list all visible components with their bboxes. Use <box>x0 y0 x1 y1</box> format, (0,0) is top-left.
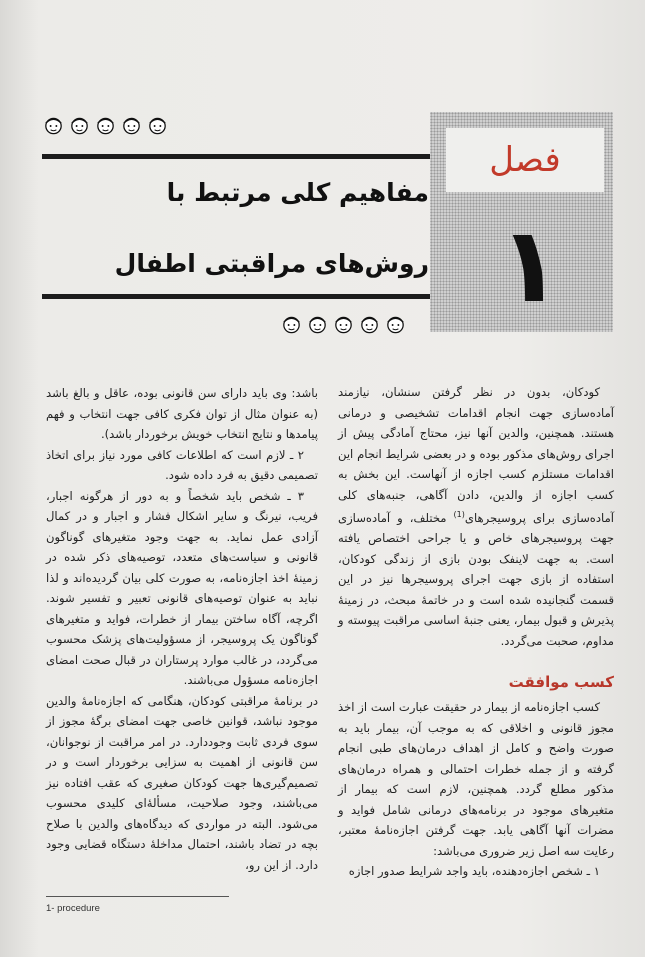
intro-text-cont: مختلف، و آماده‌سازی جهت پروسیجرهای خاص و یا جراحی اختصاص یافته است. به جهت لاینفک بودن بازی از زندگی کودکان، استفاده از بازی جهت اجرای پروسیجرها نیز در این قسمت گنجانیده شده است و در خاتمهٔ مبحث، در زمینهٔ پذیرش و قبول بیمار، یعنی جنبهٔ اساسی مراقبت پیوسته و مداوم، صحبت می‌گردد. <box>338 510 614 648</box>
chapter-title-line1: مفاهیم کلی مرتبط با <box>166 178 429 207</box>
children-illustration-top <box>42 114 169 140</box>
section-body: کسب اجازه‌نامه از بیمار در حقیقت عبارت است از اخذ مجوز قانونی و اخلاقی که به موجب آن، بیمار باید به صورت واضح و کامل از اهداف درمان‌های طبی انجام گرفته و از جمله خطرات احتمالی و همراه درمان‌های مذکور مطلع گردد. همچنین، لازم است که بیمار از متغیرهای موجود در برنامه‌های درمانی شامل فواید و مضرات آنها آگاهی یابد. جهت گرفتن اجازه‌نامهٔ معتبر، رعایت سه اصل زیر ضروری می‌باشد: <box>338 700 614 858</box>
chapter-number: ۱ <box>498 204 562 326</box>
title-rule-top <box>42 154 430 159</box>
list-item-3: ۳ ـ شخص باید شخصاً و به دور از هرگونه اجبار، فریب، نیرنگ و سایر اشکال فشار و اجبار و در کمال آزادی عمل نماید. به جهت وجود متغیرهای گوناگون قانونی و سیاست‌های متعدد، توصیه‌های ذکر شده در زمینهٔ اخذ اجازه‌نامه، به صورت کلی بیان گردیده‌اند و لذا نباید به عنوان توصیه‌های قانونی تعبیر و تفسیر شوند. اگرچه، آگاه ساختن بیمار از خطرات، فواید و متغیرهای گوناگون یک پروسیجر، از مسؤولیت‌های پزشک محسوب می‌گردد، در غالب موارد پرستاران در قبال صحت امضای اجازه‌نامه مسؤول می‌باشند. <box>46 488 318 687</box>
chapter-title-line2: روش‌های مراقبتی اطفال <box>114 249 429 278</box>
section-heading: کسب موافقت <box>508 673 614 691</box>
child-face-icon <box>384 313 407 337</box>
child-face-icon <box>120 114 143 138</box>
footnote-rule <box>46 896 229 897</box>
child-face-icon <box>306 313 329 337</box>
child-face-icon <box>358 313 381 337</box>
intro-text: کودکان، بدون در نظر گرفتن سنشان، نیازمند آماده‌سازی جهت انجام اقدامات تشخیصی و درمانی هستند. همچنین، والدین آنها نیز، محتاج آمادگی پیش از اجرای روش‌های مذکور بوده و در بعضی شرایط انجام این اقدامات مستلزم کسب اجازه از آنهاست. این بخش به کسب اجازه از والدین، دادن آگاهی، جنبه‌های کلی آماده‌سازی برای پروسیجرهای <box>338 385 614 525</box>
right-column-section <box>338 697 614 882</box>
left-continuation: باشد: وی باید دارای سن قانونی بوده، عاقل و بالغ باشد (به عنوان مثال از توان فکری کافی جهت انتخاب و فهم پیامدها و نتایج انتخاب خویش برخوردار باشد). <box>46 386 318 441</box>
child-face-icon <box>332 313 355 337</box>
footnote: 1- procedure <box>46 903 100 914</box>
left-column <box>46 383 318 875</box>
child-face-icon <box>42 114 65 138</box>
paragraph-children: در برنامهٔ مراقبتی کودکان، هنگامی که اجازه‌نامهٔ والدین موجود نباشد، قوانین خاصی جهت امضای برگهٔ مجوز از سوی فردی ثابت وجوددارد. در امر مراقبت از نوجوانان، سن قانونی از اهمیت به سزایی برخوردار است و در تصمیم‌گیری‌ها جهت کودکان صغیری که عقب افتاده نیز می‌باشند، وجود صلاحیت، مسألهٔ‌ای کلیدی محسوب می‌شود. البته در مواردی که دیدگاه‌های والدین با صلاح بچه در تضاد باشند، احتمال مداخلهٔ دستگاه قضایی وجود دارد. از این رو، <box>46 693 318 872</box>
title-rule-bottom <box>42 294 430 299</box>
footnote-marker: (1) <box>453 510 465 519</box>
list-item-2: ۲ ـ لازم است که اطلاعات کافی مورد نیاز برای اتخاذ تصمیمی دقیق به فرد داده شود. <box>46 447 318 482</box>
child-face-icon <box>94 114 117 138</box>
child-face-icon <box>146 114 169 138</box>
right-column-intro <box>338 382 614 651</box>
list-item-1: ۱ ـ شخص اجازه‌دهنده، باید واجد شرایط صدور اجازه <box>348 864 600 878</box>
child-face-icon <box>280 313 303 337</box>
chapter-label: فصل <box>489 140 561 180</box>
child-face-icon <box>68 114 91 138</box>
chapter-label-band <box>446 128 604 192</box>
children-illustration-bottom <box>280 313 407 339</box>
